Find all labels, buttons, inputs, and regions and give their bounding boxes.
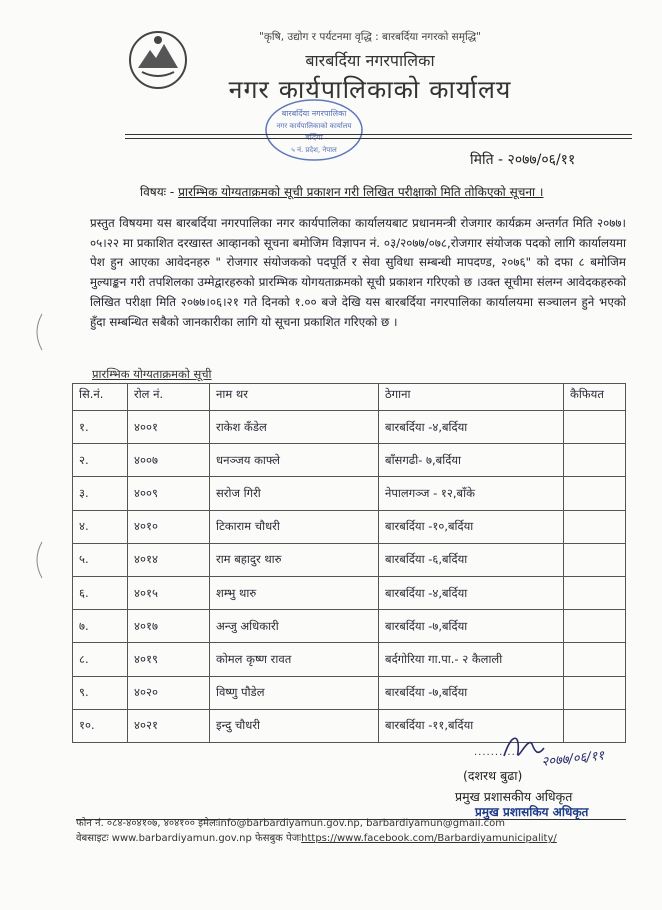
notice-date: मिति - २०७७/०६/११ — [470, 152, 576, 168]
subject-line — [140, 183, 543, 200]
table-row — [73, 477, 626, 510]
merit-list-table — [72, 383, 626, 743]
header-address: ठेगाना — [379, 384, 564, 411]
cell-name: कोमल कृष्ण रावत — [210, 643, 379, 676]
footer-website: वेबसाइटः www.barbardiyamun.gov.np फेसबुक पेजः — [76, 833, 302, 844]
table-row — [73, 444, 626, 477]
cell-address: बारबर्दिया -७,बर्दिया — [379, 610, 564, 643]
cell-address: बारबर्दिया -७,बर्दिया — [379, 676, 564, 709]
footer-contact: फोन नं. ०८४-४०४१०७, ४०४१०० इमेलःinfo@barbardiyamun.gov.np, barbardiyamun@gmail.com — [76, 818, 506, 829]
cell-address: बर्दगोरिया गा.पा.- २ कैलाली — [379, 643, 564, 676]
cell-roll: ४०१७ — [128, 610, 210, 643]
header-name: नाम थर — [210, 384, 379, 411]
cell-remarks — [564, 576, 626, 609]
cell-roll: ४००१ — [128, 411, 210, 444]
cell-remarks — [564, 411, 626, 444]
cell-address: बारबर्दिया -४,बर्दिया — [379, 576, 564, 609]
cell-address: बारबर्दिया -१०,बर्दिया — [379, 510, 564, 543]
header-rule — [125, 134, 632, 135]
facebook-link[interactable]: https://www.facebook.com/Barbardiyamunicipality/ — [301, 833, 557, 844]
cell-serial: ८. — [73, 643, 128, 676]
cell-name: राम बहादुर थारु — [210, 543, 379, 576]
cell-serial: ५. — [73, 543, 128, 576]
cell-remarks — [564, 477, 626, 510]
cell-name: शम्भु थारु — [210, 576, 379, 609]
nepal-emblem-icon — [126, 28, 190, 92]
list-caption: प्रारम्भिक योग्यताक्रमको सूची — [92, 367, 212, 381]
cell-serial: २. — [73, 444, 128, 477]
cell-serial: १०. — [73, 709, 128, 742]
cell-address: बारबर्दिया -६,बर्दिया — [379, 543, 564, 576]
cell-serial: ७. — [73, 610, 128, 643]
table-row — [73, 576, 626, 609]
handwritten-date: २०७७/०६/११ — [540, 748, 605, 770]
cell-name: राकेश कँडेल — [210, 411, 379, 444]
table-row — [73, 411, 626, 444]
cell-serial: ६. — [73, 576, 128, 609]
cell-address: बाँसगढी- ७,बर्दिया — [379, 444, 564, 477]
motto: "कृषि, उद्योग र पर्यटनमा वृद्धि : बारबर्दिया नगरको समृद्धि" — [259, 31, 481, 43]
seal-line-4: ५ नं. प्रदेश, नेपाल — [291, 146, 337, 154]
office-name: नगर कार्यपालिकाको कार्यालय — [228, 75, 512, 104]
cell-remarks — [564, 510, 626, 543]
seal-line-2: नगर कार्यपालिकाको कार्यालय — [276, 122, 352, 130]
table-row — [73, 610, 626, 643]
cell-name: सरोज गिरी — [210, 477, 379, 510]
officer-stamp: प्रमुख प्रशासकिय अधिकृत — [475, 805, 589, 819]
binder-hole-mark — [30, 540, 44, 580]
header-roll: रोल नं. — [128, 384, 210, 411]
seal-line-3: बर्दिया — [305, 133, 323, 142]
signature-dots: ........... — [474, 747, 520, 758]
subject-text: प्रारम्भिक योग्यताक्रमको सूची प्रकाशन गरी लिखित परीक्षाको मिति तोकिएको सूचना । — [178, 185, 544, 199]
signer-name: (दशरथ बुढा) — [463, 768, 523, 783]
seal-line-1: बारबर्दिया नगरपालिका — [281, 109, 347, 118]
cell-roll: ४००९ — [128, 477, 210, 510]
cell-address: नेपालगञ्ज - १२,बाँके — [379, 477, 564, 510]
cell-name: विष्णु पौडेल — [210, 676, 379, 709]
cell-remarks — [564, 676, 626, 709]
header-remarks: कैफियत — [564, 384, 626, 411]
cell-roll: ४०१९ — [128, 643, 210, 676]
cell-name: धनञ्जय काफ्ले — [210, 444, 379, 477]
subject-label: विषयः - — [140, 185, 175, 199]
cell-serial: ३. — [73, 477, 128, 510]
cell-roll: ४०२१ — [128, 709, 210, 742]
cell-remarks — [564, 643, 626, 676]
cell-roll: ४००७ — [128, 444, 210, 477]
cell-remarks — [564, 444, 626, 477]
cell-name: अन्जु अधिकारी — [210, 610, 379, 643]
cell-roll: ४०१४ — [128, 543, 210, 576]
office-seal-stamp — [262, 96, 372, 166]
cell-name: इन्दु चौधरी — [210, 709, 379, 742]
cell-serial: ४. — [73, 510, 128, 543]
cell-remarks — [564, 610, 626, 643]
table-row — [73, 676, 626, 709]
cell-roll: ४०१० — [128, 510, 210, 543]
table-row — [73, 543, 626, 576]
table-row — [73, 643, 626, 676]
table-row — [73, 510, 626, 543]
cell-roll: ४०१५ — [128, 576, 210, 609]
signer-title: प्रमुख प्रशासकीय अधिकृत — [455, 789, 573, 804]
binder-hole-mark — [30, 312, 44, 352]
notice-body: प्रस्तुत विषयमा यस बारबर्दिया नगरपालिका नगर कार्यपालिका कार्यालयबाट प्रधानमन्त्री रोजगार कार्यक्रम अन्तर्गत मिति २०७७।०५।२२ मा प्रकाशित दरखास्त आव्हानको सूचना बमोजिम विज्ञापन नं. ०३/२०७७/०७८,रोजगार संयोजक पदको लागि कार्यालयमा पेश हुन आएका आवेदनहरु " रोजगार संयोजकको पदपूर्ति र सेवा सुविधा सम्बन्धी मापदण्ड, २०७६" को दफा ८ बमोजिम मुल्याङ्कन गरी तपशिलका उम्मेद्वारहरुको प्रारम्भिक योगयताक्रमको सूची प्रकाशन गरिएको छ ।उक्त सूचीमा संलग्न आवेदकहरुको लिखित परीक्षा मिति २०७७।०६।२१ गते दिनको १.०० बजे देखि यस बारबर्दिया नगरपालिका कार्यालयमा सञ्चालन हुने भएको हुँदा सम्बन्धित सबैको जानकारीका लागि यो सूचना प्रकाशित गरिएको छ । — [90, 216, 626, 329]
header-rule-thin — [125, 138, 632, 139]
header-serial: सि.नं. — [73, 384, 128, 411]
municipality-name: बारबर्दिया नगरपालिका — [305, 51, 435, 70]
cell-name: टिकाराम चौधरी — [210, 510, 379, 543]
cell-address: बारबर्दिया -४,बर्दिया — [379, 411, 564, 444]
footer-web — [76, 830, 557, 844]
cell-address: बारबर्दिया -११,बर्दिया — [379, 709, 564, 742]
cell-serial: १. — [73, 411, 128, 444]
cell-serial: ९. — [73, 676, 128, 709]
table-header-row — [73, 384, 626, 411]
cell-remarks — [564, 543, 626, 576]
cell-roll: ४०२० — [128, 676, 210, 709]
